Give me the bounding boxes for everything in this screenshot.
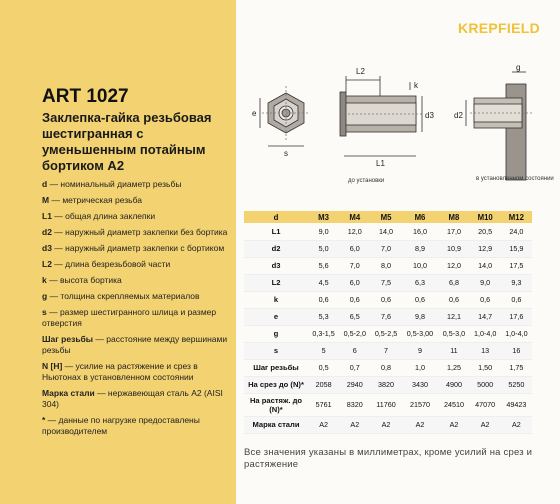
legend-item: d2 — наружный диаметр заклепки без бортика (42, 227, 228, 237)
table-cell: 8,0 (370, 257, 401, 274)
info-panel (0, 0, 236, 504)
table-cell: 7,0 (370, 240, 401, 257)
table-cell: 5,6 (308, 257, 339, 274)
table-cell: 16 (501, 342, 532, 359)
table-cell: 16,0 (402, 223, 439, 240)
table-row (244, 376, 532, 393)
table-cell: A2 (370, 416, 401, 433)
caption-before-install: до установки (348, 178, 385, 184)
table-row (244, 240, 532, 257)
table-cell: 9,8 (402, 308, 439, 325)
table-cell: 0,8 (370, 359, 401, 376)
legend-item: M — метрическая резьба (42, 195, 142, 205)
column-header: M4 (339, 211, 370, 223)
table-cell: A2 (501, 416, 532, 433)
table-cell: 6,0 (339, 274, 370, 291)
table-cell: 12,9 (470, 240, 501, 257)
table-cell: 5761 (308, 393, 339, 416)
table-cell: 1,0 (402, 359, 439, 376)
table-cell: 9,0 (470, 274, 501, 291)
table-cell: 12,1 (438, 308, 469, 325)
row-label: s (244, 342, 308, 359)
row-label: d2 (244, 240, 308, 257)
table-cell: 10,9 (438, 240, 469, 257)
table-cell: 5 (308, 342, 339, 359)
table-cell: 9,3 (501, 274, 532, 291)
table-row (244, 416, 532, 433)
product-title: ART 1027 (42, 86, 129, 107)
legend-item: d — номинальный диаметр резьбы (42, 179, 182, 189)
row-label: d3 (244, 257, 308, 274)
label-s: s (284, 149, 288, 158)
legend-item: N [H] — усилие на растяжение и срез в Ньютонах в установленном состоянии (42, 361, 198, 382)
table-cell: 47070 (470, 393, 501, 416)
table-cell: 14,7 (470, 308, 501, 325)
table-cell: 0,6 (438, 291, 469, 308)
table-row (244, 223, 532, 240)
legend-item: s — размер шестигранного шлица и размер отверстия (42, 307, 217, 328)
table-cell: 14,0 (370, 223, 401, 240)
table-cell: 0,5-2,5 (370, 325, 401, 342)
label-l1: L1 (376, 159, 385, 168)
table-row (244, 274, 532, 291)
column-header: M8 (438, 211, 469, 223)
row-label: e (244, 308, 308, 325)
table-row (244, 325, 532, 342)
table-cell: 6,3 (402, 274, 439, 291)
table-cell: 0,3-1,5 (308, 325, 339, 342)
table-cell: 7,6 (370, 308, 401, 325)
table-header-row (244, 211, 532, 223)
table-row (244, 342, 532, 359)
table-cell: 9 (402, 342, 439, 359)
row-label: L2 (244, 274, 308, 291)
product-subtitle: Заклепка-гайка резьбовая шестигранная с уменьшенным потайным бортиком A2 (42, 110, 212, 173)
table-cell: 9,0 (308, 223, 339, 240)
column-header: M12 (501, 211, 532, 223)
column-header: d (244, 211, 308, 223)
table-cell: 0,6 (470, 291, 501, 308)
technical-drawing (244, 60, 554, 195)
table-cell: A2 (438, 416, 469, 433)
caption-after-install: в установленном состоянии (476, 176, 554, 182)
table-cell: 13 (470, 342, 501, 359)
legend-item: Марка стали — нержавеющая сталь A2 (AISI 304) (42, 388, 223, 409)
table-cell: 7 (370, 342, 401, 359)
row-label: g (244, 325, 308, 342)
table-cell: 6,8 (438, 274, 469, 291)
table-cell: 0,5-3,0 (438, 325, 469, 342)
label-k: k (414, 81, 418, 90)
table-cell: 11 (438, 342, 469, 359)
table-cell: 7,5 (370, 274, 401, 291)
table-row (244, 308, 532, 325)
table-cell: 7,0 (339, 257, 370, 274)
table-cell: 0,6 (339, 291, 370, 308)
table-cell: 3820 (370, 376, 401, 393)
table-cell: 3430 (402, 376, 439, 393)
table-cell: 4900 (438, 376, 469, 393)
table-cell: 12,0 (438, 257, 469, 274)
table-cell: 6,0 (339, 240, 370, 257)
column-header: M3 (308, 211, 339, 223)
table-row (244, 359, 532, 376)
table-cell: 14,0 (470, 257, 501, 274)
label-d2: d2 (454, 111, 463, 120)
brand-logo: KREPFIELD (457, 20, 540, 36)
table-cell: 0,6 (370, 291, 401, 308)
table-cell: 0,6 (501, 291, 532, 308)
table-cell: 1,0-4,0 (470, 325, 501, 342)
row-label: L1 (244, 223, 308, 240)
label-e: e (252, 109, 257, 118)
column-header: M10 (470, 211, 501, 223)
units-note: Все значения указаны в миллиметрах, кроме усилий на срез и растяжение (244, 447, 533, 470)
legend-item: L2 — длина безрезьбовой части (42, 259, 171, 269)
legend-item: k — высота бортика (42, 275, 122, 285)
table-cell: 0,7 (339, 359, 370, 376)
label-g: g (516, 63, 521, 72)
table-cell: 0,5-2,0 (339, 325, 370, 342)
table-cell: 6 (339, 342, 370, 359)
table-cell: 49423 (501, 393, 532, 416)
table-cell: 24,0 (501, 223, 532, 240)
table-cell: 1,75 (501, 359, 532, 376)
table-cell: 20,5 (470, 223, 501, 240)
table-cell: 1,0-4,0 (501, 325, 532, 342)
table-cell: 15,9 (501, 240, 532, 257)
row-label: На растяж. до (N)* (244, 393, 308, 416)
table-cell: 17,6 (501, 308, 532, 325)
table-cell: 5,0 (308, 240, 339, 257)
table-cell: 17,0 (438, 223, 469, 240)
column-header: M6 (402, 211, 439, 223)
legend-item: g — толщина скрепляемых материалов (42, 291, 200, 301)
label-l2: L2 (356, 67, 365, 76)
table-cell: 11760 (370, 393, 401, 416)
table-cell: 4,5 (308, 274, 339, 291)
legend-item: L1 — общая длина заклепки (42, 211, 156, 221)
legend-item: * — данные по нагрузке предоставлены производителем (42, 415, 200, 436)
table-cell: 1,25 (438, 359, 469, 376)
column-header: M5 (370, 211, 401, 223)
table-cell: 1,50 (470, 359, 501, 376)
table-cell: 17,5 (501, 257, 532, 274)
label-d3: d3 (425, 111, 434, 120)
row-label: k (244, 291, 308, 308)
table-cell: A2 (470, 416, 501, 433)
table-cell: 0,5-3,00 (402, 325, 439, 342)
table-cell: 12,0 (339, 223, 370, 240)
row-label: На срез до (N)* (244, 376, 308, 393)
table-cell: 5000 (470, 376, 501, 393)
table-cell: 21570 (402, 393, 439, 416)
table-row (244, 393, 532, 416)
table-row (244, 291, 532, 308)
table-cell: 8320 (339, 393, 370, 416)
table-cell: 0,5 (308, 359, 339, 376)
table-cell: A2 (402, 416, 439, 433)
table-cell: 5250 (501, 376, 532, 393)
spec-table (244, 211, 532, 434)
table-cell: 5,3 (308, 308, 339, 325)
table-cell: 0,6 (308, 291, 339, 308)
table-cell: 24510 (438, 393, 469, 416)
table-cell: 10,0 (402, 257, 439, 274)
row-label: Шаг резьбы (244, 359, 308, 376)
row-label: Марка стали (244, 416, 308, 433)
table-cell: A2 (339, 416, 370, 433)
table-cell: 2940 (339, 376, 370, 393)
table-cell: 2058 (308, 376, 339, 393)
legend-item: d3 — наружный диаметр заклепки с бортиком (42, 243, 225, 253)
legend-item: Шаг резьбы — расстояние между вершинами резьбы (42, 334, 228, 355)
table-row (244, 257, 532, 274)
table-cell: 0,6 (402, 291, 439, 308)
table-cell: 6,5 (339, 308, 370, 325)
table-cell: A2 (308, 416, 339, 433)
legend-list (42, 179, 230, 442)
table-cell: 8,9 (402, 240, 439, 257)
